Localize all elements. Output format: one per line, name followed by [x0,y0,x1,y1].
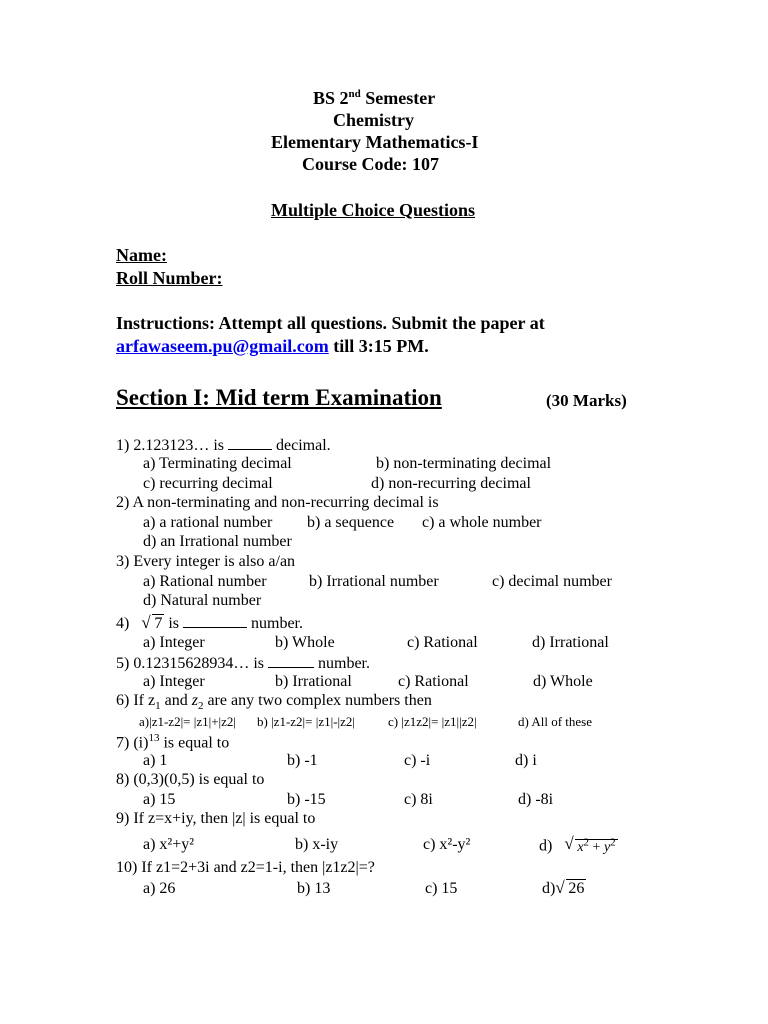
course-code: Course Code: 107 [302,154,439,174]
question-4-number: 4) [116,615,130,632]
email-link[interactable]: arfawaseem.pu@gmail.com [116,336,329,356]
question-6: 6) If $z_1$ and $z_2$ are any two complex numbers then [116,692,432,713]
q2-option-d: d) an Irrational number [143,533,292,550]
question-4 [116,613,303,633]
answer-blank [268,653,314,668]
q2-option-b: b) a sequence [307,514,395,531]
q3-option-b: b) Irrational number [309,573,439,590]
q2-option-c: c) a whole number [422,514,542,531]
q8-option-c: c) 8i [404,791,433,808]
question-4-end: number. [247,615,303,632]
question-4-is: is [164,615,183,632]
exponent: 13 [148,732,160,744]
q8-option-b: b) -15 [287,791,326,808]
q10-option-a: a) 26 [143,880,176,897]
q1-option-c: c) recurring decimal [143,475,273,492]
sqrt-symbol: √ 7 [141,613,163,632]
q10-option-c: c) 15 [425,880,458,897]
question-6-text: 6) If z [116,692,156,709]
instructions-line2 [116,336,429,357]
q5-option-d: d) Whole [533,673,593,690]
question-5-end: number. [314,655,370,672]
q4-option-b: b) Whole [275,634,335,651]
q5-option-c: c) Rational [398,673,469,690]
roll-label-text: Roll Number: [116,268,223,288]
q1-option-d: d) non-recurring decimal [371,475,531,492]
q7-option-a: a) 1 [143,752,168,769]
roll-number-field-label [116,268,223,289]
question-7-text: 7) (i) [116,734,149,752]
q9-option-a: a) x²+y² [143,836,195,853]
sqrt-26: √ 26 [555,878,585,897]
q6-option-b: b) |z1-z2|= |z1|-|z2| [257,714,356,729]
q10-option-d-label: d) [542,880,556,897]
question-5 [116,653,370,673]
q8-option-d: d) -8i [518,791,554,808]
radicand: 7 [154,615,163,632]
sqrt-x2-plus-y2: √ $x^2 + y^2$ [564,834,616,855]
q5-option-a: a) Integer [143,673,205,690]
question-1 [116,435,331,455]
mcq-title [271,200,475,221]
q1-option-a: a) Terminating decimal [143,455,292,472]
section-marks: (30 Marks) [546,391,627,410]
subject-line: Chemistry [333,110,414,130]
question-9: 9) If z=x+iy, then |z| is equal to [116,810,316,827]
mcq-title-text: Multiple Choice Questions [271,200,476,220]
question-8: 8) (0,3)(0,5) is equal to [116,771,265,788]
question-7-end: is equal to [159,734,230,752]
q9-option-c: c) x²-y² [423,836,471,853]
q7-option-d: d) i [515,752,537,769]
answer-blank [228,435,272,450]
question-10: 10) If z1=2+3i and z2=1-i, then |z1z2|=? [116,859,375,876]
q6-option-d: d) All of these [518,714,593,729]
q4-option-c: c) Rational [407,634,478,651]
q9-option-d [539,836,618,856]
q10-option-b: b) 13 [297,880,331,897]
q4-option-a: a) Integer [143,634,205,651]
q10-option-d [542,880,586,898]
q5-option-b: b) Irrational [275,673,352,690]
q2-option-a: a) a rational number [143,514,273,531]
question-7 [116,732,229,752]
section-title [116,385,442,411]
q1-option-b: b) non-terminating decimal [376,455,552,472]
answer-blank [183,613,247,628]
q6-option-a: a)|z1-z2|= |z1|+|z2| [139,714,237,729]
question-2: 2) A non-terminating and non-recurring decimal is [116,494,439,511]
question-1-text: 1) 2.123123… is [116,437,228,454]
q4-option-d: d) Irrational [532,634,609,651]
q7-option-c: c) -i [404,752,431,769]
q9-option-d-label: d) [539,837,553,855]
radicand: 26 [568,880,585,897]
q8-option-a: a) 15 [143,791,176,808]
level-text: BS 2 [313,88,349,108]
level-ordinal: nd [348,88,361,100]
q6-option-c: c) |z1z2|= |z1||z2| [388,714,477,729]
q7-option-b: b) -1 [287,752,318,769]
instructions-line1: Instructions: Attempt all questions. Submit the paper at [116,313,545,333]
name-label-text: Name: [116,245,167,265]
course-title: Elementary Mathematics-I [271,132,479,152]
question-5-text: 5) 0.12315628934… is [116,655,268,672]
question-1-end: decimal. [272,437,331,454]
question-3: 3) Every integer is also a/an [116,553,296,570]
q9-option-b: b) x-iy [295,836,339,853]
deadline-text: till 3:15 PM. [328,336,429,356]
semester-text: Semester [360,88,436,108]
q3-option-c: c) decimal number [492,573,612,590]
section-title-text: Section I: Mid term Examination [116,385,442,410]
q3-option-d: d) Natural number [143,592,262,609]
name-field-label [116,245,167,266]
q3-option-a: a) Rational number [143,573,267,590]
course-level-line [313,88,435,109]
